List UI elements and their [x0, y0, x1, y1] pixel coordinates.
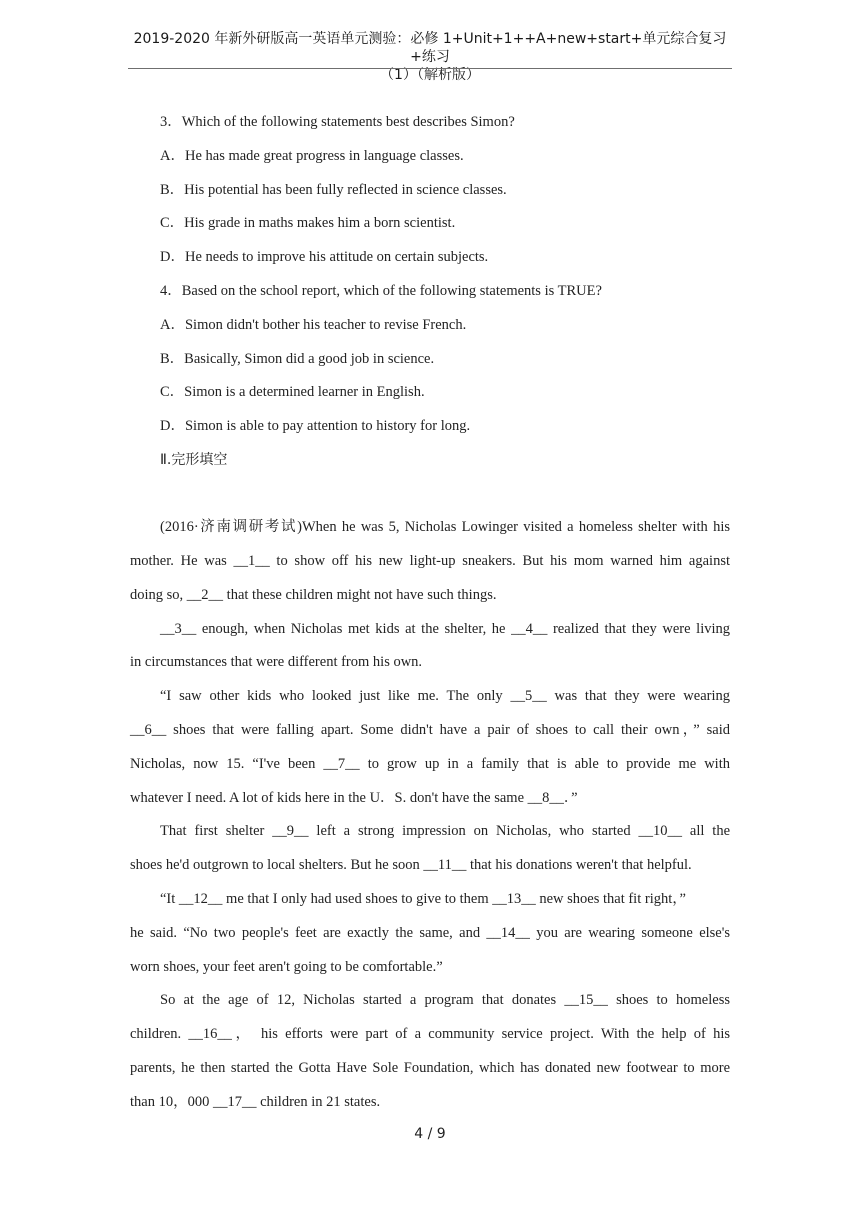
question-3-option-b: B．His potential has been fully reflected in science classes. [160, 182, 507, 198]
passage-line: whatever I need. A lot of kids here in the U．S. don't have the same __8__．” [130, 790, 578, 806]
question-4-option-c: C．Simon is a determined learner in English. [160, 384, 425, 400]
question-3-option-c: C．His grade in maths makes him a born scientist. [160, 215, 456, 231]
passage-line: he said. “No two people's feet are exactly the same, and __14__ you are wearing someone else's [130, 925, 730, 941]
header-title-line2: （1）（解析版） [380, 67, 480, 83]
page-header [128, 30, 732, 84]
passage-line: So at the age of 12, Nicholas started a program that donates __15__ shoes to homeless [160, 992, 730, 1008]
passage-line: worn shoes, your feet aren't going to be comfortable.” [130, 959, 443, 975]
question-3-stem: 3．Which of the following statements best describes Simon? [160, 114, 515, 130]
passage-line: That first shelter __9__ left a strong impression on Nicholas, who started __10__ all the [160, 823, 730, 839]
passage-line: mother. He was __1__ to show off his new light-up sneakers. But his mom warned him against [130, 553, 730, 569]
passage-line: Nicholas, now 15. “I've been __7__ to grow up in a family that is able to provide me with [130, 756, 730, 772]
passage-line: __3__ enough, when Nicholas met kids at the shelter, he __4__ realized that they were living [160, 621, 730, 637]
question-3-option-d: D．He needs to improve his attitude on certain subjects. [160, 249, 489, 265]
question-3-option-a: A．He has made great progress in language classes. [160, 148, 464, 164]
passage-line: __6__ shoes that were falling apart. Some didn't have a pair of shoes to call their own，” said [130, 722, 730, 738]
passage-line: children. __16__， his efforts were part of a community service project. With the help of his [130, 1026, 730, 1042]
passage-line: shoes he'd outgrown to local shelters. But he soon __11__ that his donations weren't that helpful. [130, 857, 692, 873]
passage-line: doing so, __2__ that these children might not have such things. [130, 587, 497, 603]
passage-line: in circumstances that were different from his own. [130, 654, 423, 670]
passage-line: (2016·济南调研考试)When he was 5, Nicholas Lowinger visited a homeless shelter with his [160, 519, 730, 535]
passage-line: “I saw other kids who looked just like me. The only __5__ was that they were wearing [160, 688, 730, 704]
header-rule [128, 68, 732, 69]
page-number: 4 / 9 [414, 1126, 446, 1142]
passage-line: parents, he then started the Gotta Have Sole Foundation, which has donated new footwear to more [130, 1060, 730, 1076]
question-4-option-a: A．Simon didn't bother his teacher to revise French. [160, 317, 467, 333]
passage-line: “It __12__ me that I only had used shoes to give to them __13__ new shoes that fit right，” [160, 891, 686, 907]
question-4-stem: 4．Based on the school report, which of the following statements is TRUE? [160, 283, 602, 299]
section-title: Ⅱ.完形填空 [160, 452, 228, 468]
header-title-line1: 2019-2020 年新外研版高一英语单元测验：必修 1+Unit+1++A+new+start+单元综合复习+练习 [133, 31, 727, 65]
question-4-option-d: D．Simon is able to pay attention to history for long. [160, 418, 471, 434]
passage-line: than 10，000 __17__ children in 21 states. [130, 1094, 381, 1110]
question-4-option-b: B．Basically, Simon did a good job in science. [160, 351, 435, 367]
